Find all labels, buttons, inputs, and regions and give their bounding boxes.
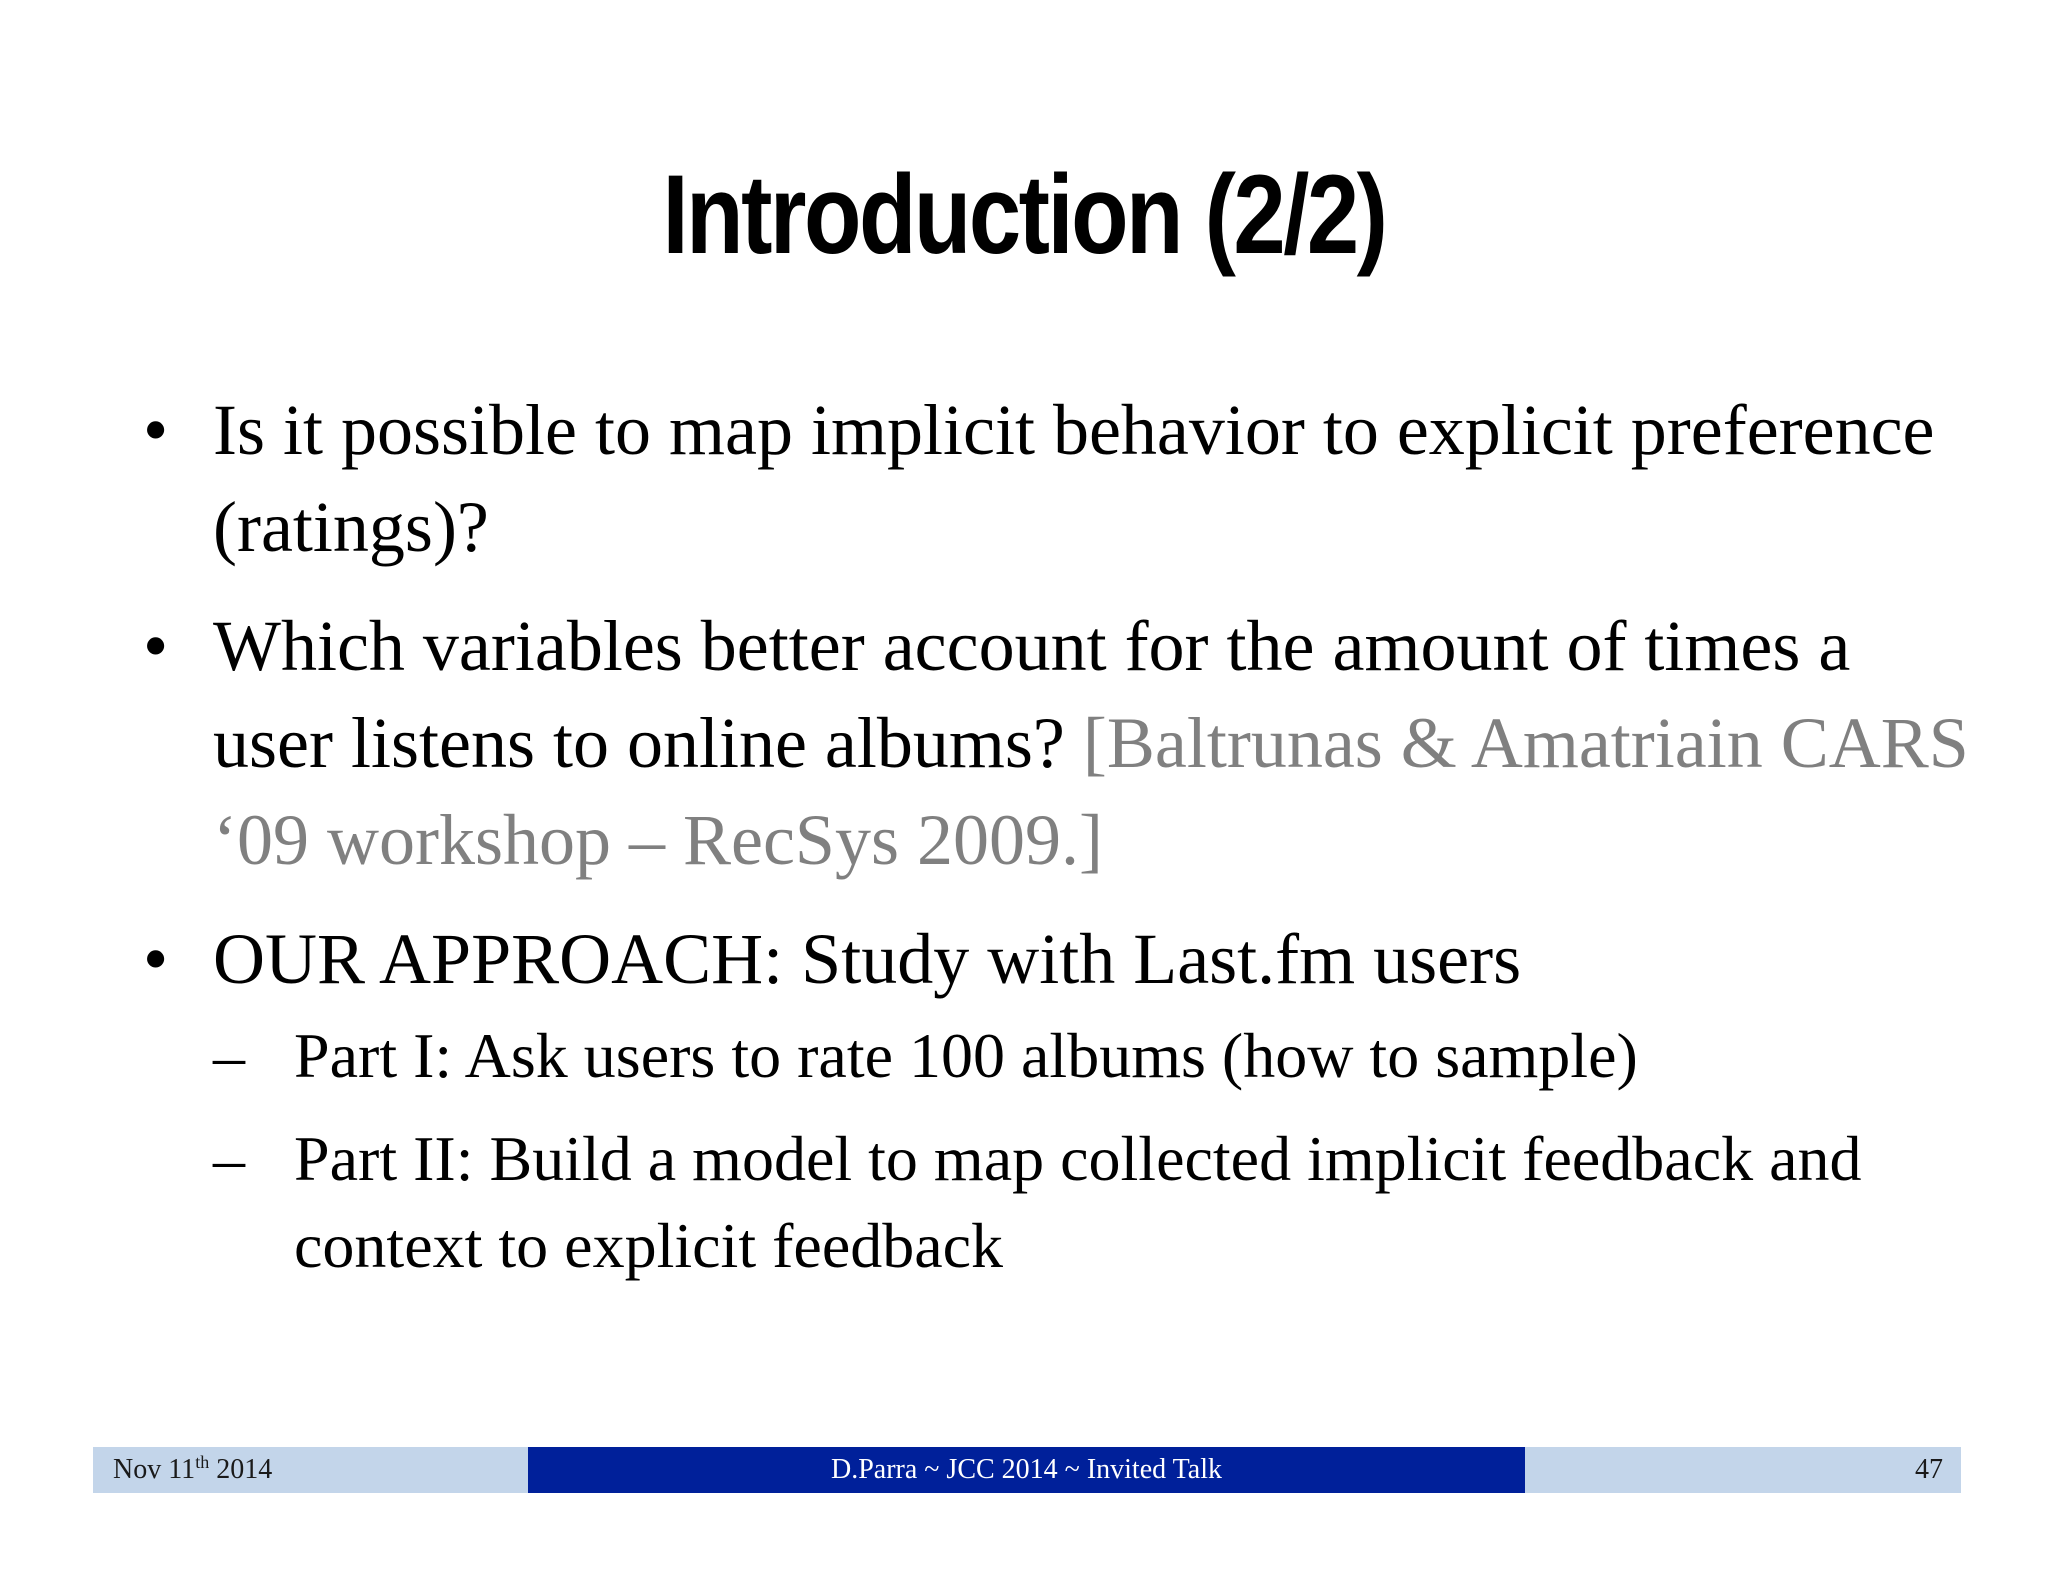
bullet-dot-icon: •: [143, 606, 169, 686]
bullet-text: Is it possible to map implicit behavior to explicit preference (ratings)?: [213, 390, 1935, 567]
bullet-text: Which variables better account for the amount of times a user listens to online albums?: [213, 606, 1851, 783]
dash-icon: –: [213, 1020, 245, 1091]
bullet-dot-icon: •: [143, 919, 169, 999]
footer-presenter: D.Parra ~ JCC 2014 ~ Invited Talk: [528, 1447, 1525, 1493]
sub-bullet-text: Part II: Build a model to map collected implicit feedback and context to explicit feedback: [294, 1123, 1862, 1281]
footer-date-month-day: Nov 11: [113, 1454, 196, 1485]
bullet-item-3: [143, 911, 1973, 1289]
bullet-item-2: [143, 598, 1973, 889]
slide-footer: [93, 1447, 1961, 1493]
footer-date-superscript: th: [195, 1452, 210, 1472]
footer-date: [93, 1447, 528, 1493]
bullet-text: OUR APPROACH: Study with Last.fm users: [213, 919, 1522, 999]
bullet-item-1: [143, 382, 1973, 576]
bullet-list: [143, 382, 1973, 1311]
sub-bullet-item-1: [213, 1012, 1973, 1099]
citation-text: [Baltrunas & Amatriain CARS ‘09 workshop – RecSys 2009.]: [213, 703, 1969, 880]
footer-page-number: 47: [1525, 1447, 1961, 1493]
bullet-dot-icon: •: [143, 390, 169, 470]
slide-title: Introduction (2/2): [662, 152, 1386, 277]
footer-date-year: 2014: [209, 1454, 273, 1485]
sub-bullet-item-2: [213, 1115, 1973, 1289]
dash-icon: –: [213, 1123, 245, 1194]
sub-bullet-list: [213, 1012, 1973, 1289]
sub-bullet-text: Part I: Ask users to rate 100 albums (how to sample): [294, 1020, 1638, 1091]
